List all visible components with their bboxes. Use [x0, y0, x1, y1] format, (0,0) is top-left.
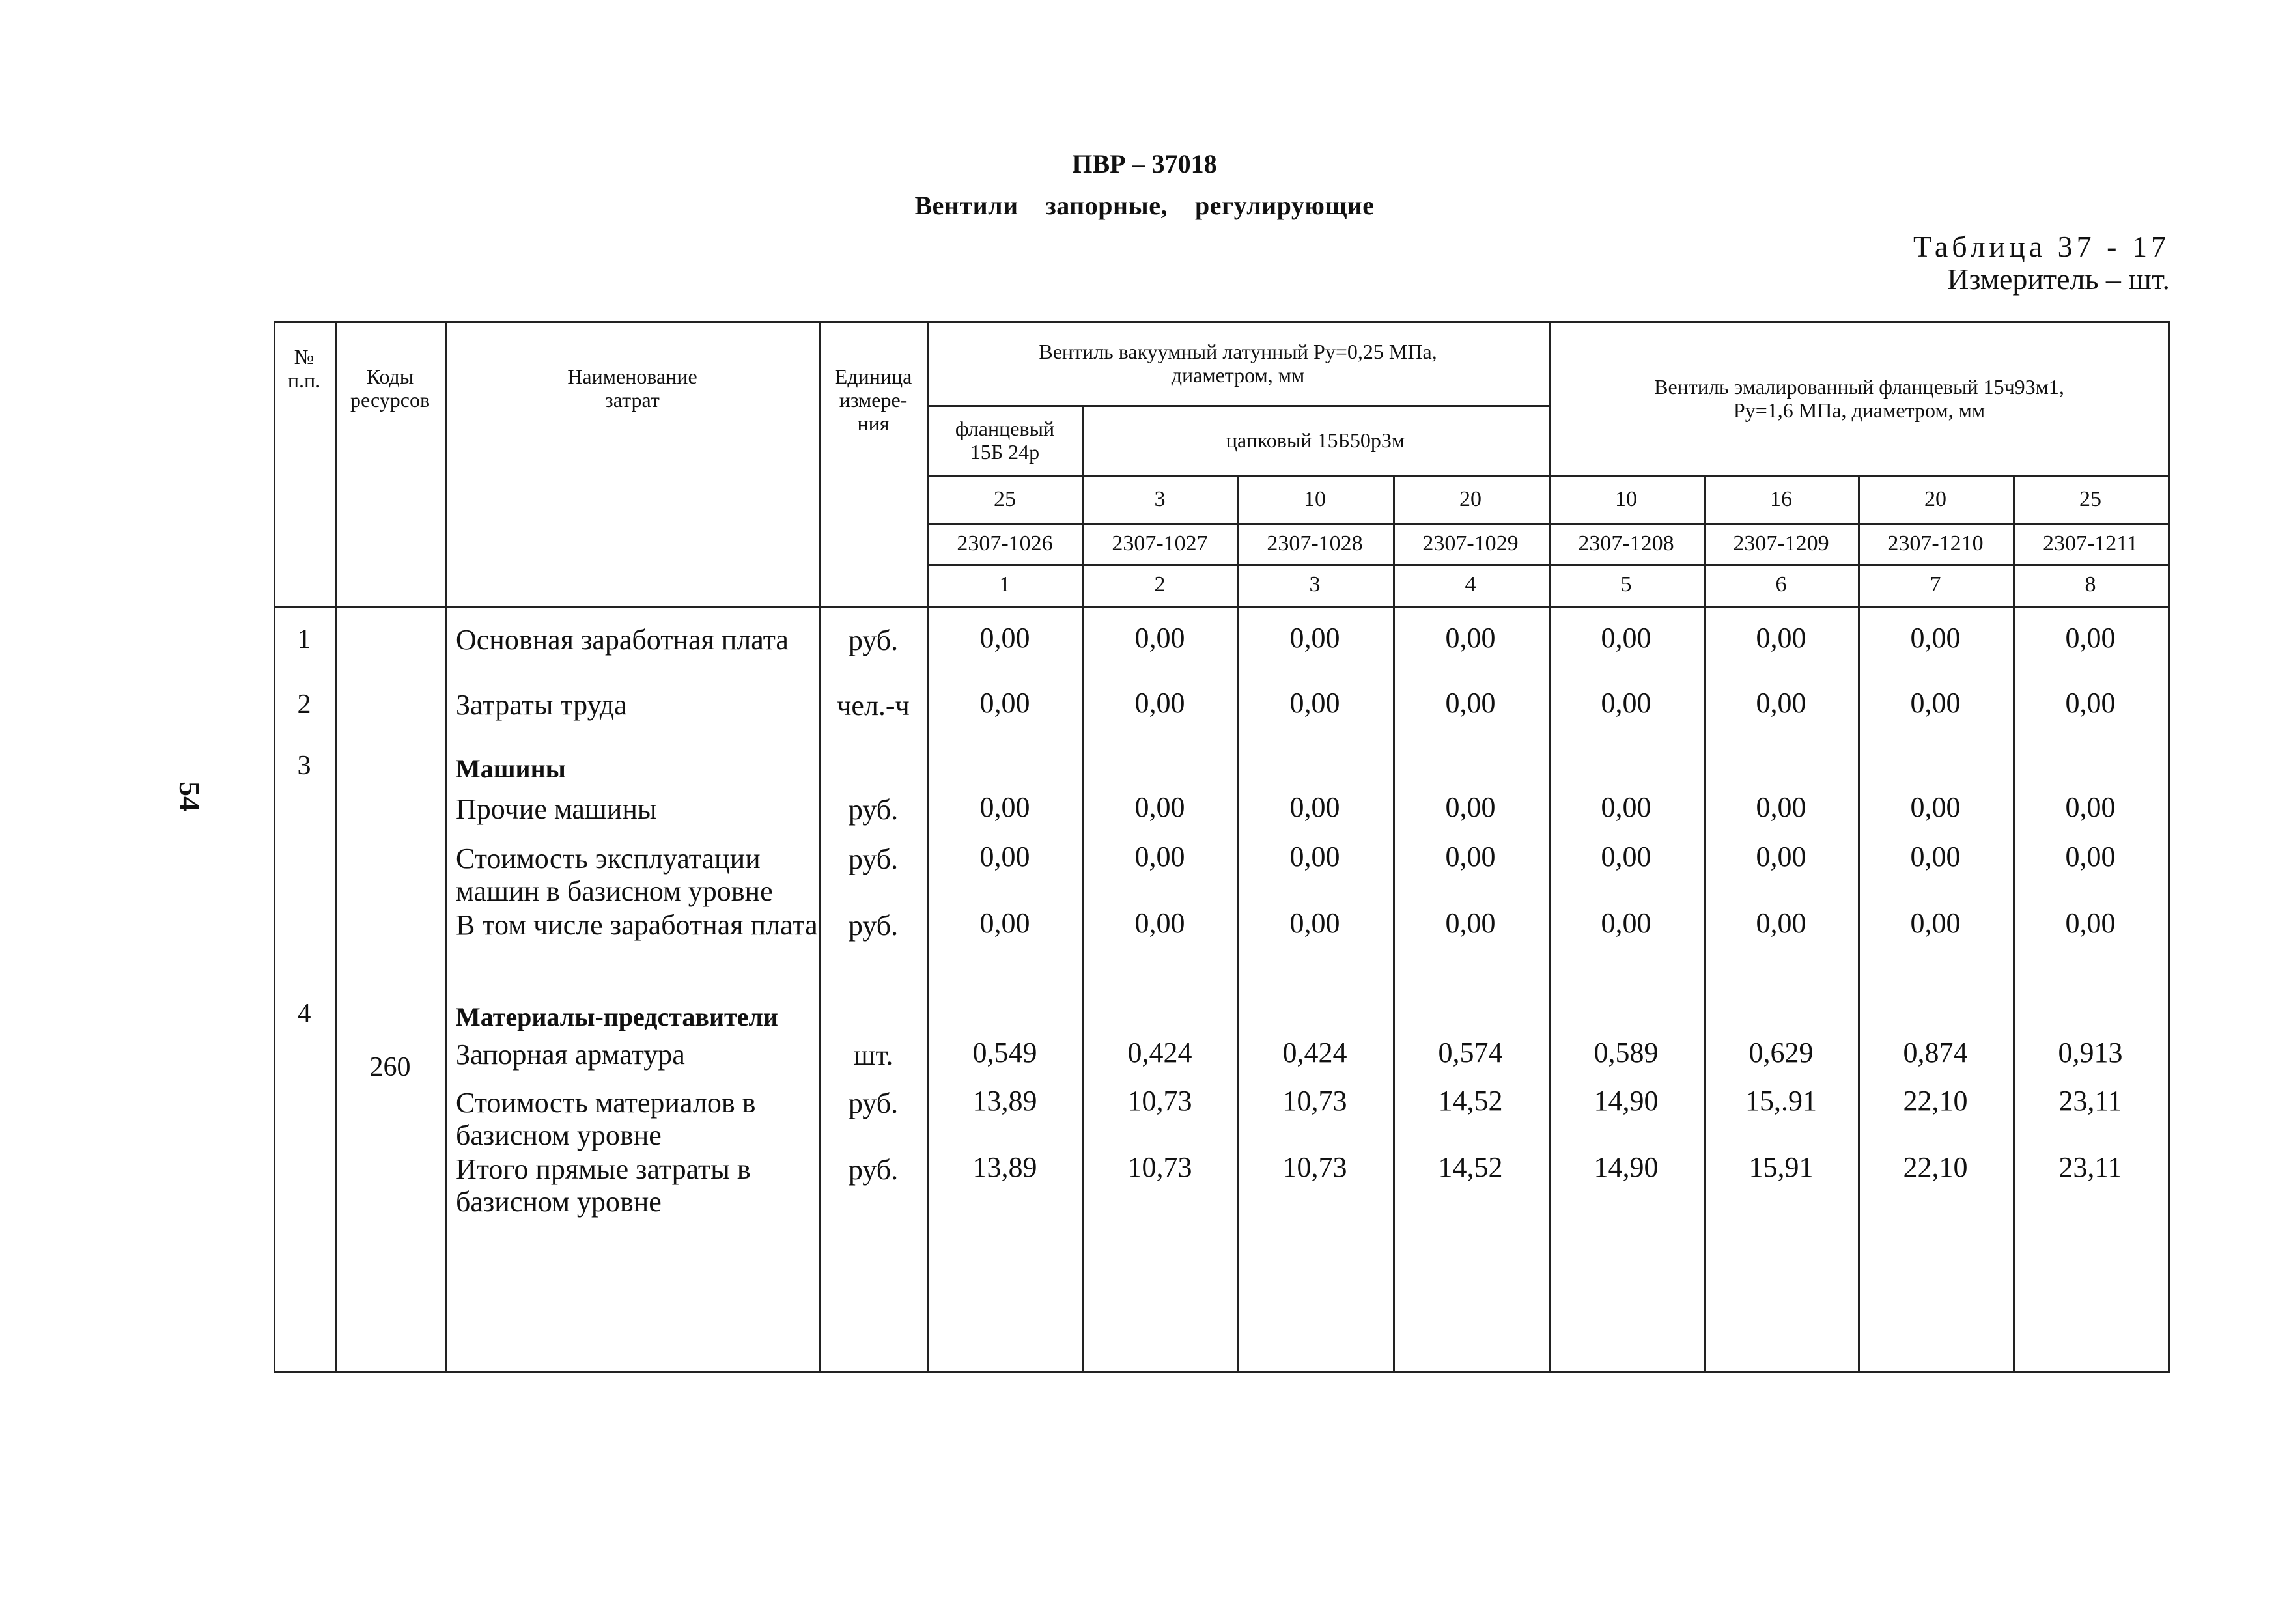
value-cell: 0,00	[979, 841, 1030, 873]
resource-code-cell: 2307-1026	[957, 531, 1053, 555]
value-cell: 0,00	[1134, 791, 1185, 823]
value-cell: 0,00	[1910, 622, 1961, 654]
value-cell: 0,00	[1756, 791, 1806, 823]
value-cell: 0,00	[1134, 841, 1185, 873]
row-number: 3	[297, 751, 311, 781]
cost-name: Прочие машины	[456, 793, 657, 825]
section-title: Материалы-представители	[456, 1002, 778, 1031]
unit-cell: руб.	[848, 1087, 899, 1119]
value-cell: 0,00	[1134, 687, 1185, 719]
value-cell: 0,00	[1756, 622, 1806, 654]
value-cell: 0,00	[1601, 907, 1651, 939]
value-cell: 10,73	[1282, 1151, 1347, 1183]
column-number-cell: 7	[1930, 572, 1941, 596]
value-cell: 0,00	[2065, 791, 2116, 823]
header-group-enamel-valve: Вентиль эмалированный фланцевый 15ч93м1, Pу=1,6 МПа, диаметром, мм	[1654, 374, 2064, 422]
resource-code-cell: 2307-1208	[1578, 531, 1674, 555]
value-cell: 10,73	[1127, 1085, 1192, 1117]
value-cell: 0,00	[1289, 687, 1340, 719]
value-cell: 23,11	[2058, 1085, 2122, 1117]
value-cell: 13,89	[972, 1085, 1037, 1117]
value-cell: 14,90	[1594, 1151, 1659, 1183]
cost-name: Основная заработная плата	[456, 624, 789, 656]
header-row-number: № п.п.	[287, 345, 321, 392]
value-cell: 0,424	[1127, 1037, 1192, 1069]
diameter-cell: 16	[1770, 486, 1792, 511]
resource-code-cell: 2307-1209	[1733, 531, 1829, 555]
resource-code-cell: 2307-1211	[2042, 531, 2139, 555]
resource-code-cell: 2307-1210	[1887, 531, 1984, 555]
diameter-cell: 25	[2079, 486, 2101, 511]
unit-cell: шт.	[853, 1039, 893, 1071]
value-cell: 14,90	[1594, 1085, 1659, 1117]
column-number-cell: 3	[1309, 572, 1321, 596]
value-cell: 0,00	[1910, 841, 1961, 873]
cost-name: Стоимость эксплуатации машин в базисном уровне	[456, 843, 773, 907]
table-divider	[445, 321, 447, 1373]
column-number-cell: 8	[2085, 572, 2096, 596]
value-cell: 0,00	[1134, 622, 1185, 654]
diameter-cell: 10	[1615, 486, 1637, 511]
value-cell: 15,91	[1748, 1151, 1814, 1183]
value-cell: 0,00	[1445, 907, 1496, 939]
value-cell: 0,00	[1601, 841, 1651, 873]
header-threaded-subgroup: цапковый 15Б50р3м	[1226, 428, 1405, 452]
document-code-title: ПВР – 37018	[1072, 149, 1217, 178]
value-cell: 0,00	[1445, 687, 1496, 719]
column-number-cell: 2	[1154, 572, 1166, 596]
value-cell: 0,574	[1438, 1037, 1503, 1069]
unit-cell: чел.-ч	[837, 690, 910, 721]
resource-code-cell: 2307-1028	[1267, 531, 1363, 555]
value-cell: 0,913	[2058, 1037, 2123, 1069]
value-cell: 0,00	[1756, 687, 1806, 719]
resource-code: 260	[369, 1052, 411, 1082]
table-divider	[335, 321, 337, 1373]
value-cell: 0,00	[1910, 907, 1961, 939]
value-cell: 14,52	[1438, 1151, 1503, 1183]
value-cell: 0,00	[2065, 687, 2116, 719]
document-subtitle: Вентили запорные, регулирующие	[914, 191, 1375, 220]
value-cell: 0,629	[1748, 1037, 1814, 1069]
cost-name: В том числе заработная плата	[456, 909, 818, 941]
value-cell: 0,00	[979, 622, 1030, 654]
cost-name: Запорная арматура	[456, 1039, 685, 1071]
value-cell: 0,00	[1134, 907, 1185, 939]
value-cell: 15,.91	[1745, 1085, 1817, 1117]
value-cell: 0,424	[1282, 1037, 1347, 1069]
row-number: 2	[297, 690, 311, 720]
row-number: 4	[297, 999, 311, 1029]
value-cell: 0,00	[1289, 791, 1340, 823]
section-title: Машины	[456, 754, 566, 783]
value-cell: 0,549	[972, 1037, 1037, 1069]
value-cell: 10,73	[1127, 1151, 1192, 1183]
value-cell: 0,00	[1289, 907, 1340, 939]
value-cell: 0,00	[2065, 622, 2116, 654]
value-cell: 0,00	[2065, 841, 2116, 873]
value-cell: 10,73	[1282, 1085, 1347, 1117]
value-cell: 0,00	[1601, 622, 1651, 654]
value-cell: 13,89	[972, 1151, 1037, 1183]
unit-cell: руб.	[848, 843, 899, 875]
header-unit: Единица измере- ния	[834, 365, 912, 435]
value-cell: 0,00	[2065, 907, 2116, 939]
diameter-cell: 20	[1459, 486, 1482, 511]
resource-code-cell: 2307-1027	[1112, 531, 1208, 555]
header-cost-name: Наименование затрат	[567, 365, 697, 412]
value-cell: 22,10	[1903, 1085, 1968, 1117]
diameter-cell: 3	[1154, 486, 1166, 511]
column-number-cell: 4	[1465, 572, 1476, 596]
page-number: 54	[173, 781, 206, 811]
row-number: 1	[297, 624, 311, 654]
column-number-cell: 1	[999, 572, 1011, 596]
diameter-cell: 10	[1304, 486, 1326, 511]
table-divider	[274, 606, 2170, 608]
header-flanged-subgroup: фланцевый 15Б 24р	[955, 417, 1055, 464]
value-cell: 0,00	[1601, 791, 1651, 823]
value-cell: 0,00	[979, 687, 1030, 719]
value-cell: 23,11	[2058, 1151, 2122, 1183]
table-label: Таблица 37 - 17	[1913, 230, 2170, 263]
value-cell: 0,00	[979, 791, 1030, 823]
column-number-cell: 6	[1775, 572, 1787, 596]
value-cell: 22,10	[1903, 1151, 1968, 1183]
unit-cell: руб.	[848, 624, 899, 656]
cost-name: Стоимость материалов в базисном уровне	[456, 1087, 756, 1151]
value-cell: 0,00	[1289, 841, 1340, 873]
value-cell: 0,00	[1756, 841, 1806, 873]
unit-cell: руб.	[848, 910, 899, 942]
value-cell: 0,589	[1594, 1037, 1659, 1069]
unit-cell: руб.	[848, 794, 899, 826]
header-resource-codes: Коды ресурсов	[350, 365, 430, 412]
cost-name: Затраты труда	[456, 689, 627, 721]
value-cell: 0,00	[1289, 622, 1340, 654]
value-cell: 0,00	[1445, 622, 1496, 654]
value-cell: 0,00	[1756, 907, 1806, 939]
value-cell: 0,00	[1445, 791, 1496, 823]
header-group-vacuum-valve: Вентиль вакуумный латунный Pу=0,25 МПа, диаметром, мм	[1039, 339, 1437, 387]
unit-cell: руб.	[848, 1154, 899, 1186]
diameter-cell: 25	[994, 486, 1016, 511]
diameter-cell: 20	[1924, 486, 1946, 511]
value-cell: 14,52	[1438, 1085, 1503, 1117]
value-cell: 0,00	[1445, 841, 1496, 873]
value-cell: 0,00	[1601, 687, 1651, 719]
column-number-cell: 5	[1620, 572, 1632, 596]
value-cell: 0,00	[1910, 687, 1961, 719]
value-cell: 0,874	[1903, 1037, 1968, 1069]
value-cell: 0,00	[979, 907, 1030, 939]
unit-label: Измеритель – шт.	[1947, 262, 2170, 296]
resource-code-cell: 2307-1029	[1422, 531, 1519, 555]
value-cell: 0,00	[1910, 791, 1961, 823]
cost-name: Итого прямые затраты в базисном уровне	[456, 1153, 751, 1218]
